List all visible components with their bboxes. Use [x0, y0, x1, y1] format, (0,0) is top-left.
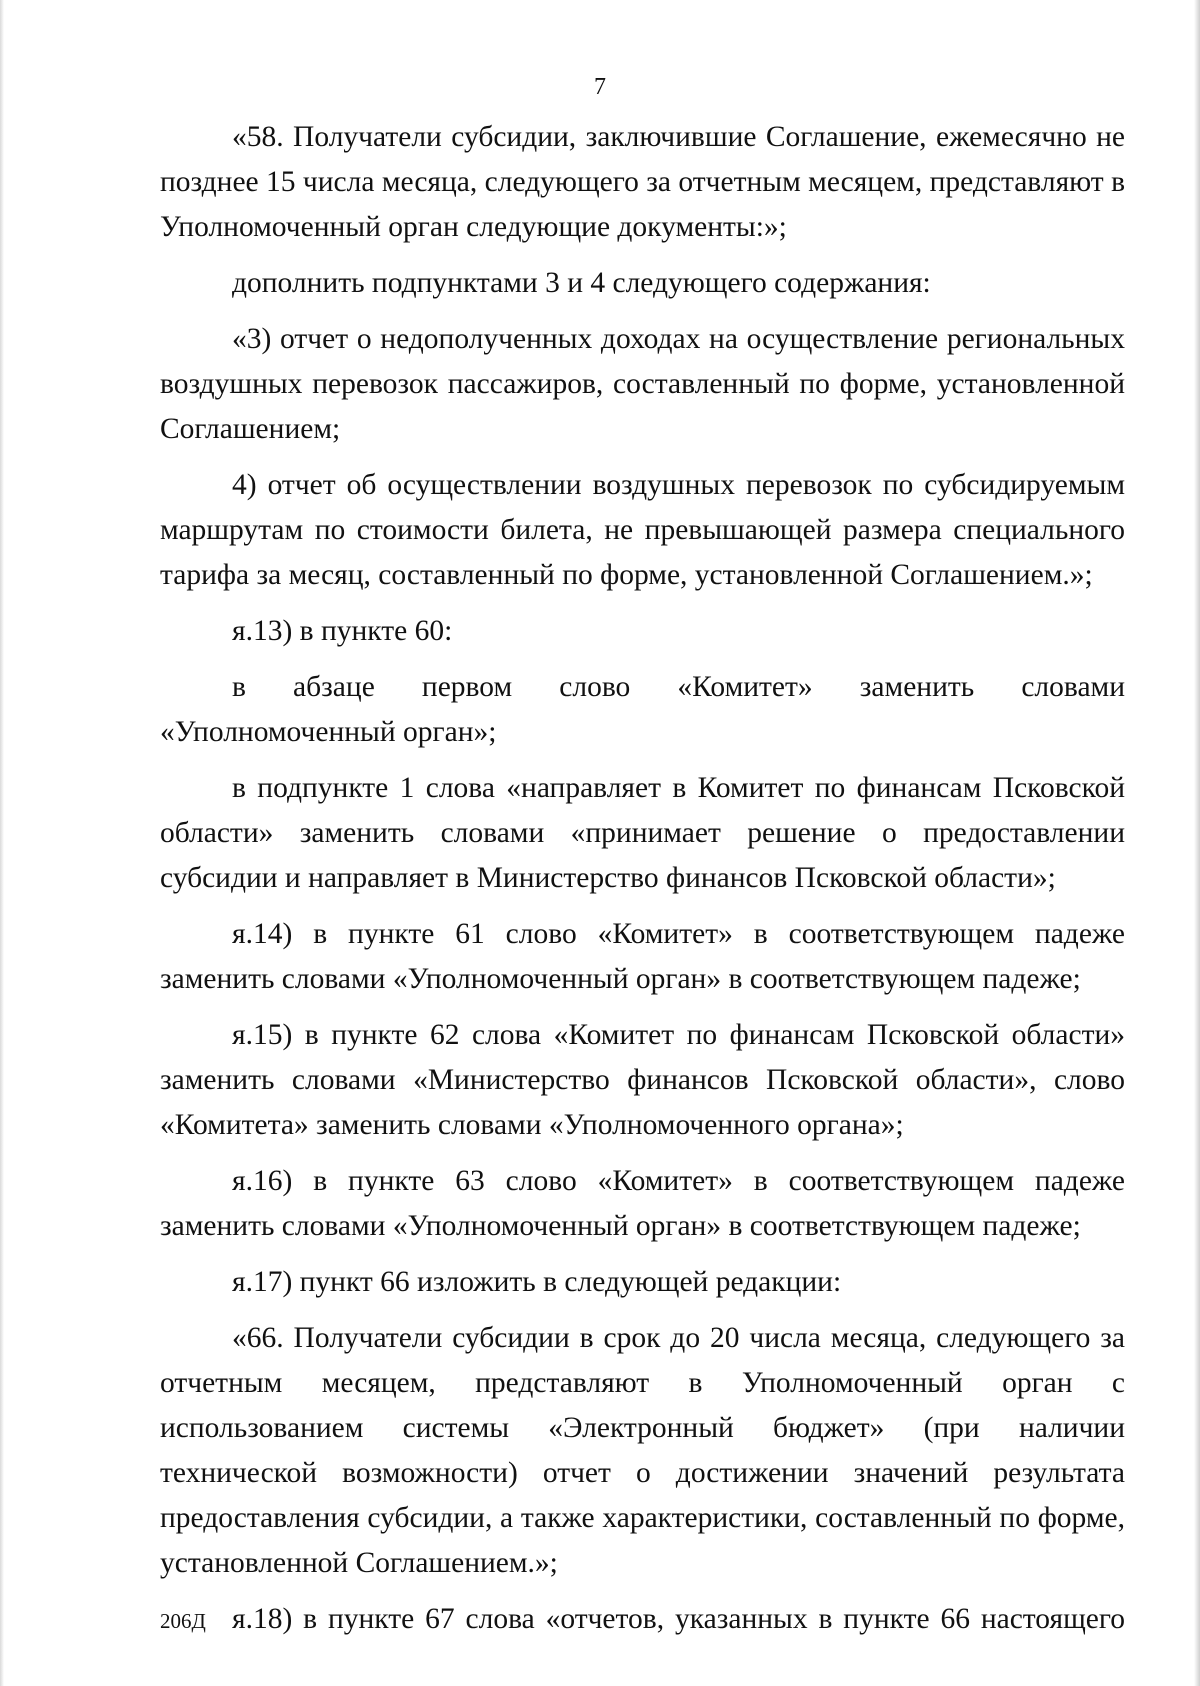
scan-edge-left: [0, 0, 4, 1686]
paragraph-ya14: я.14) в пункте 61 слово «Комитет» в соответствующем падеже заменить словами «Уполномоченный орган» в соответствующем падеже;: [160, 918, 1125, 995]
paragraph-subitem-4: 4) отчет об осуществлении воздушных перевозок по субсидируемым маршрутам по стоимости билета, не превышающей размера специального тарифа за месяц, составленный по форме, установленной Соглашением.»;: [160, 469, 1125, 591]
paragraph-ya13: я.13) в пункте 60:: [232, 615, 453, 647]
paragraph-subitem-3: «3) отчет о недополученных доходах на осуществление региональных воздушных перевозок пассажиров, составленный по форме, установленной Соглашением;: [160, 323, 1125, 445]
paragraph-66: «66. Получатели субсидии в срок до 20 числа месяца, следующего за отчетным месяцем, представляют в Уполномоченный орган с использованием системы «Электронный бюджет» (при наличии технической возможности) отчет о достижении значений результата предоставления субсидии, а также характеристики, составленный по форме, установленной Соглашением.»;: [160, 1322, 1125, 1579]
paragraph-ya15: я.15) в пункте 62 слова «Комитет по финансам Псковской области» заменить словами «Министерство финансов Псковской области», слово «Комитета» заменить словами «Уполномоченного органа»;: [160, 1019, 1125, 1141]
paragraph-ya17: я.17) пункт 66 изложить в следующей редакции:: [232, 1266, 842, 1298]
paragraph-58: «58. Получатели субсидии, заключившие Соглашение, ежемесячно не позднее 15 числа месяца, следующего за отчетным месяцем, представляют в Уполномоченный орган следующие документы:»;: [160, 121, 1125, 243]
paragraph-first-abzac: в абзаце первом слово «Комитет» заменить словами «Уполномоченный орган»;: [160, 671, 1125, 748]
page-number: 7: [594, 74, 606, 100]
paragraph-add-subitems: дополнить подпунктами 3 и 4 следующего содержания:: [232, 267, 931, 299]
paragraph-ya16: я.16) в пункте 63 слово «Комитет» в соответствующем падеже заменить словами «Уполномоченный орган» в соответствующем падеже;: [160, 1165, 1125, 1242]
scan-edge-right: [1194, 0, 1200, 1686]
paragraph-ya18: я.18) в пункте 67 слова «отчетов, указанных в пункте 66 настоящего: [232, 1603, 1125, 1635]
document-code: 206Д: [160, 1609, 206, 1633]
document-body: [160, 115, 1125, 1653]
paragraph-subitem-1: в подпункте 1 слова «направляет в Комитет по финансам Псковской области» заменить словами «принимает решение о предоставлении субсидии и направляет в Министерство финансов Псковской области»;: [160, 772, 1125, 894]
